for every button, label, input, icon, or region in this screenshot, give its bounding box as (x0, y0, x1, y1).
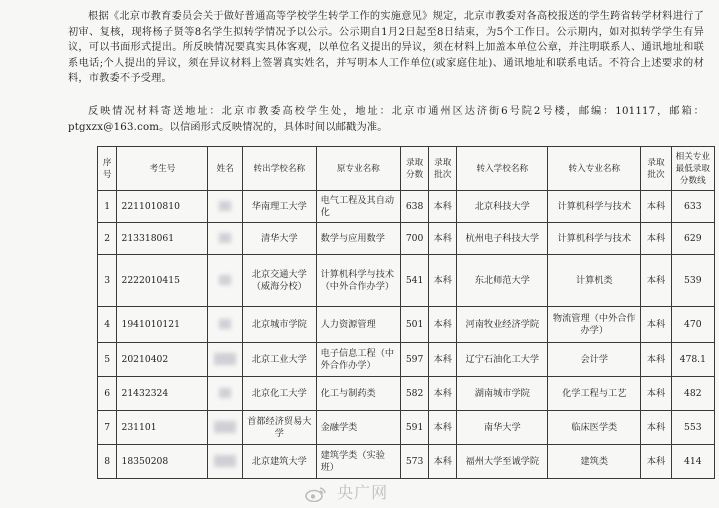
admission-score: 591 (401, 411, 429, 445)
header-cell: 相关专业最低录取分数线 (671, 147, 714, 191)
admission-batch: 本科 (429, 255, 457, 307)
original-major: 电气工程及其自动化 (316, 191, 400, 223)
admission-batch: 本科 (429, 191, 457, 223)
to-major: 计算机类 (548, 255, 641, 307)
watermark (305, 480, 388, 503)
student-name-redacted (208, 343, 243, 377)
student-name-redacted (208, 255, 243, 307)
min-score: 539 (671, 255, 714, 307)
min-score: 414 (671, 445, 714, 479)
to-school: 辽宁石油化工大学 (457, 343, 548, 377)
student-id: 213318061 (117, 223, 208, 255)
row-number: 2 (98, 223, 117, 255)
table-row (98, 307, 715, 343)
to-school: 东北师范大学 (457, 255, 548, 307)
header-cell: 转入学校名称 (457, 147, 548, 191)
from-school: 清华大学 (243, 223, 317, 255)
from-school: 北京交通大学（威海分校） (243, 255, 317, 307)
header-cell: 原专业名称 (316, 147, 400, 191)
to-school: 福州大学至诚学院 (457, 445, 548, 479)
table-row (98, 255, 715, 307)
admission-score: 638 (401, 191, 429, 223)
table-row (98, 445, 715, 479)
student-id: 20210402 (117, 343, 208, 377)
to-batch: 本科 (641, 377, 671, 411)
admission-score: 700 (401, 223, 429, 255)
admission-batch: 本科 (429, 377, 457, 411)
min-score: 553 (671, 411, 714, 445)
to-batch: 本科 (641, 255, 671, 307)
original-major: 计算机科学与技术（中外合作办学） (316, 255, 400, 307)
weibo-logo-icon (305, 486, 327, 502)
table-row (98, 343, 715, 377)
original-major: 数学与应用数学 (316, 223, 400, 255)
admission-batch: 本科 (429, 223, 457, 255)
original-major: 电子信息工程（中外合作办学） (316, 343, 400, 377)
to-school: 北京科技大学 (457, 191, 548, 223)
to-major: 建筑类 (548, 445, 641, 479)
admission-score: 541 (401, 255, 429, 307)
student-id: 21432324 (117, 377, 208, 411)
header-cell: 姓名 (208, 147, 243, 191)
min-score: 633 (671, 191, 714, 223)
from-school: 华南理工大学 (243, 191, 317, 223)
row-number: 6 (98, 377, 117, 411)
min-score: 478.1 (671, 343, 714, 377)
student-id: 2211010810 (117, 191, 208, 223)
to-school: 南华大学 (457, 411, 548, 445)
from-school: 首都经济贸易大学 (243, 411, 317, 445)
admission-batch: 本科 (429, 343, 457, 377)
row-number: 7 (98, 411, 117, 445)
student-name-redacted (208, 377, 243, 411)
min-score: 470 (671, 307, 714, 343)
row-number: 3 (98, 255, 117, 307)
to-major: 化学工程与工艺 (548, 377, 641, 411)
original-major: 建筑学类（实验班） (316, 445, 400, 479)
original-major: 化工与制药类 (316, 377, 400, 411)
to-batch: 本科 (641, 307, 671, 343)
min-score: 482 (671, 377, 714, 411)
row-number: 1 (98, 191, 117, 223)
header-cell: 序号 (98, 147, 117, 191)
row-number: 4 (98, 307, 117, 343)
address-paragraph: 反映情况材料寄送地址：北京市教委高校学生处，地址：北京市通州区达济街6号院2号楼，邮编：101117，邮箱：ptgxzx@163.com。以信函形式反映情况的，具体时间以邮戳为准。 (68, 106, 704, 133)
to-major: 计算机科学与技术 (548, 191, 641, 223)
student-name-redacted (208, 223, 243, 255)
from-school: 北京建筑大学 (243, 445, 317, 479)
header-cell: 转出学校名称 (243, 147, 317, 191)
to-school: 湖南城市学院 (457, 377, 548, 411)
table-header-row (98, 147, 715, 191)
to-major: 临床医学类 (548, 411, 641, 445)
transfer-table (97, 146, 715, 479)
to-school: 杭州电子科技大学 (457, 223, 548, 255)
to-batch: 本科 (641, 411, 671, 445)
student-name-redacted (208, 191, 243, 223)
table-row (98, 191, 715, 223)
to-major: 计算机科学与技术 (548, 223, 641, 255)
to-school: 河南牧业经济学院 (457, 307, 548, 343)
student-name-redacted (208, 411, 243, 445)
student-name-redacted (208, 445, 243, 479)
to-major: 物流管理（中外合作办学） (548, 307, 641, 343)
admission-batch: 本科 (429, 445, 457, 479)
to-batch: 本科 (641, 445, 671, 479)
to-batch: 本科 (641, 191, 671, 223)
original-major: 金融学类 (316, 411, 400, 445)
admission-score: 597 (401, 343, 429, 377)
admission-score: 501 (401, 307, 429, 343)
announcement-paragraph: 根据《北京市教育委员会关于做好普通高等学校学生转学工作的实施意见》规定，北京市教委对各高校报送的学生跨省转学材料进行了初审、复核，现将杨子贤等8名学生拟转学情况予以公示。公示期自1月2日起至8日结束，为5个工作日。公示期内，如对拟转学学生有异议，可以书面形式提出。所反映情况要真实具体客观，以单位名义提出的异议，须在材料上加盖本单位公章，并注明联系人、通讯地址和联系电话;个人提出的异议，须在异议材料上签署真实姓名，并写明本人工作单位(或家庭住址)、通讯地址和联系电话。不符合上述要求的材料，市教委不予受理。 (68, 11, 704, 85)
table-row (98, 377, 715, 411)
admission-batch: 本科 (429, 411, 457, 445)
table-row (98, 411, 715, 445)
to-batch: 本科 (641, 223, 671, 255)
header-cell: 考生号 (117, 147, 208, 191)
original-major: 人力资源管理 (316, 307, 400, 343)
header-cell: 转入专业名称 (548, 147, 641, 191)
student-name-redacted (208, 307, 243, 343)
row-number: 5 (98, 343, 117, 377)
watermark-text: 央广网 (337, 483, 389, 502)
min-score: 629 (671, 223, 714, 255)
header-cell: 录取分数 (401, 147, 429, 191)
admission-score: 573 (401, 445, 429, 479)
to-batch: 本科 (641, 343, 671, 377)
header-cell: 录取批次 (429, 147, 457, 191)
to-major: 会计学 (548, 343, 641, 377)
from-school: 北京工业大学 (243, 343, 317, 377)
student-id: 18350208 (117, 445, 208, 479)
row-number: 8 (98, 445, 117, 479)
header-cell: 录取批次 (641, 147, 671, 191)
student-id: 2222010415 (117, 255, 208, 307)
student-id: 1941010121 (117, 307, 208, 343)
admission-batch: 本科 (429, 307, 457, 343)
from-school: 北京化工大学 (243, 377, 317, 411)
from-school: 北京城市学院 (243, 307, 317, 343)
student-id: 231101 (117, 411, 208, 445)
admission-score: 582 (401, 377, 429, 411)
table-row (98, 223, 715, 255)
